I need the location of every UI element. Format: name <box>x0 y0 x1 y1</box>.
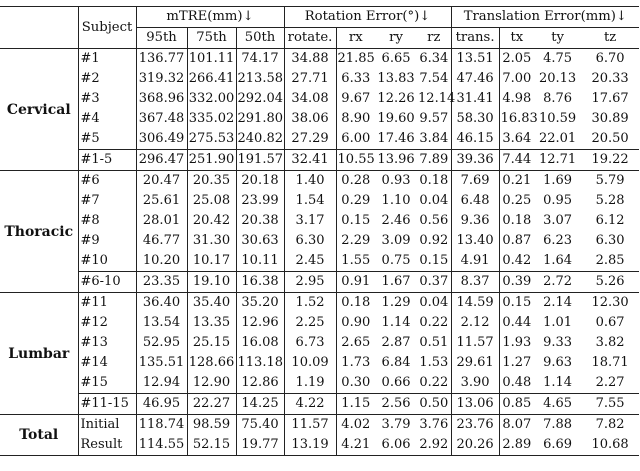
cell-subject: #9 <box>78 231 136 251</box>
cell-ty: 1.14 <box>543 375 573 390</box>
cell-rx: 0.29 <box>336 191 375 211</box>
table-row <box>0 211 639 231</box>
table-row <box>0 293 639 314</box>
cell-mtre-75th: 52.15 <box>187 435 236 456</box>
cell-subject: #10 <box>78 251 136 272</box>
cell-tz: 12.30 <box>591 295 629 310</box>
group-label: Lumbar <box>0 293 78 415</box>
cell-ry: 6.06 <box>375 435 417 456</box>
cell-mtre-75th: 98.59 <box>187 415 236 436</box>
cell-tx: 1.93 <box>499 333 534 353</box>
header-rotation-error: Rotation Error(°)↓ <box>284 7 451 28</box>
cell-subject: #1 <box>78 49 136 70</box>
summary-row <box>0 150 639 171</box>
cell-ry: 2.46 <box>381 213 411 228</box>
cell-mtre-75th: 20.35 <box>187 171 236 192</box>
cell-rx: 21.85 <box>336 49 375 70</box>
cell-tx: 2.89 <box>499 435 534 456</box>
cell-tz: 3.82 <box>595 335 625 350</box>
cell-mtre-95th: 46.95 <box>136 394 187 415</box>
header-sub-tx: tx <box>499 28 534 49</box>
cell-ty: 20.13 <box>538 71 577 86</box>
cell-tx: 0.87 <box>499 231 534 251</box>
cell-ty: 9.33 <box>543 335 573 350</box>
cell-tz: 6.30 <box>595 233 625 248</box>
cell-rx: 0.91 <box>336 272 375 293</box>
cell-rz: 7.89 <box>417 150 451 171</box>
cell-rz: 0.92 <box>419 233 449 248</box>
cell-rotate: 3.17 <box>284 211 336 231</box>
cell-tx: 0.18 <box>499 211 534 231</box>
total-row <box>0 435 639 456</box>
cell-mtre-75th: 25.15 <box>187 333 236 353</box>
cell-ty: 4.75 <box>543 51 573 66</box>
cell-ty: 10.59 <box>538 111 577 126</box>
cell-mtre-50th: 20.18 <box>236 171 284 192</box>
cell-subject: #1-5 <box>78 150 136 171</box>
cell-rotate: 6.30 <box>284 231 336 251</box>
cell-ty: 6.69 <box>534 435 581 456</box>
cell-mtre-75th: 31.30 <box>187 231 236 251</box>
cell-trans: 9.36 <box>451 211 499 231</box>
cell-rotate: 10.09 <box>284 353 336 373</box>
cell-ry: 1.67 <box>375 272 417 293</box>
table-row <box>0 191 639 211</box>
cell-subject: #7 <box>78 191 136 211</box>
summary-row <box>0 272 639 293</box>
cell-mtre-95th: 114.55 <box>136 435 187 456</box>
cell-rz: 0.22 <box>419 375 449 390</box>
cell-mtre-50th: 14.25 <box>236 394 284 415</box>
cell-trans: 31.41 <box>451 89 499 109</box>
cell-rotate: 1.54 <box>284 191 336 211</box>
cell-subject: #12 <box>78 313 136 333</box>
cell-mtre-95th: 25.61 <box>136 191 187 211</box>
cell-mtre-75th: 101.11 <box>187 49 236 70</box>
cell-trans: 3.90 <box>451 373 499 394</box>
cell-tz: 5.79 <box>595 173 625 188</box>
cell-mtre-75th: 266.41 <box>187 69 236 89</box>
cell-mtre-95th: 306.49 <box>136 129 187 150</box>
cell-subject: #4 <box>78 109 136 129</box>
table-row <box>0 69 639 89</box>
cell-rotate: 2.45 <box>284 251 336 272</box>
cell-mtre-50th: 191.57 <box>236 150 284 171</box>
cell-mtre-95th: 136.77 <box>136 49 187 70</box>
cell-subject: #5 <box>78 129 136 150</box>
cell-mtre-75th: 275.53 <box>187 129 236 150</box>
cell-rx: 4.21 <box>336 435 375 456</box>
group-label: Total <box>0 415 78 456</box>
cell-rz: 1.53 <box>419 355 449 370</box>
cell-tz: 30.89 <box>591 111 629 126</box>
cell-rz: 3.76 <box>419 417 449 432</box>
cell-tz: 0.67 <box>595 315 625 330</box>
cell-tx: 0.21 <box>499 171 534 192</box>
cell-tx: 2.05 <box>499 49 534 70</box>
cell-ty: 1.64 <box>543 253 573 268</box>
cell-ry: 3.79 <box>381 417 411 432</box>
table-row <box>0 251 639 272</box>
table-row <box>0 231 639 251</box>
cell-ty: 7.88 <box>543 417 573 432</box>
cell-mtre-50th: 292.04 <box>236 89 284 109</box>
cell-mtre-50th: 23.99 <box>236 191 284 211</box>
cell-ry: 19.60 <box>377 111 415 126</box>
header-empty-cell <box>0 7 78 28</box>
cell-rotate: 11.57 <box>284 415 336 436</box>
cell-ry: 0.93 <box>381 173 411 188</box>
cell-rx: 0.28 <box>336 171 375 192</box>
cell-mtre-50th: 113.18 <box>236 353 284 373</box>
cell-ty: 22.01 <box>538 131 577 146</box>
cell-rotate: 13.19 <box>284 435 336 456</box>
cell-ry: 17.46 <box>377 131 415 146</box>
total-row <box>0 415 639 436</box>
cell-subject: #2 <box>78 69 136 89</box>
cell-mtre-75th: 20.42 <box>187 211 236 231</box>
cell-tz: 10.68 <box>581 435 639 456</box>
cell-rz: 9.57 <box>419 111 449 126</box>
cell-tx: 1.27 <box>499 353 534 373</box>
header-sub-75th: 75th <box>187 28 236 49</box>
cell-mtre-95th: 135.51 <box>136 353 187 373</box>
cell-subject: #14 <box>78 353 136 373</box>
cell-trans: 13.51 <box>451 49 499 70</box>
cell-subject: #6-10 <box>78 272 136 293</box>
cell-subject: #13 <box>78 333 136 353</box>
cell-ry: 0.66 <box>381 375 411 390</box>
cell-trans: 47.46 <box>451 69 499 89</box>
header-sub-50th: 50th <box>236 28 284 49</box>
cell-mtre-50th: 12.86 <box>236 373 284 394</box>
cell-rx: 0.15 <box>336 211 375 231</box>
cell-rz: 0.18 <box>419 173 449 188</box>
cell-rz: 0.50 <box>417 394 451 415</box>
cell-ry: 6.65 <box>381 51 411 66</box>
cell-rotate: 27.71 <box>284 69 336 89</box>
cell-tz: 6.12 <box>595 213 625 228</box>
header-translation-error: Translation Error(mm)↓ <box>451 7 639 28</box>
cell-tz: 20.33 <box>591 71 629 86</box>
cell-mtre-95th: 36.40 <box>136 293 187 314</box>
cell-ry: 0.75 <box>381 253 411 268</box>
cell-ry: 2.56 <box>375 394 417 415</box>
cell-mtre-95th: 118.74 <box>136 415 187 436</box>
cell-mtre-50th: 16.08 <box>236 333 284 353</box>
cell-rx: 1.73 <box>336 353 375 373</box>
cell-mtre-50th: 213.58 <box>236 69 284 89</box>
table-body <box>0 49 639 456</box>
cell-mtre-75th: 12.90 <box>187 373 236 394</box>
cell-rx: 0.90 <box>336 313 375 333</box>
cell-mtre-75th: 10.17 <box>187 251 236 272</box>
cell-rz: 0.56 <box>419 213 449 228</box>
cell-ty: 1.69 <box>543 173 573 188</box>
cell-rotate: 38.06 <box>284 109 336 129</box>
cell-ty: 2.14 <box>543 295 573 310</box>
cell-mtre-75th: 22.27 <box>187 394 236 415</box>
cell-rx: 0.30 <box>336 373 375 394</box>
cell-subject: Result <box>78 435 136 456</box>
cell-trans: 7.69 <box>451 171 499 192</box>
cell-tx: 0.85 <box>499 394 534 415</box>
cell-tz: 19.22 <box>581 150 639 171</box>
cell-trans: 20.26 <box>451 435 499 456</box>
cell-rx: 6.00 <box>336 129 375 150</box>
cell-mtre-95th: 28.01 <box>136 211 187 231</box>
cell-mtre-75th: 335.02 <box>187 109 236 129</box>
cell-subject: #6 <box>78 171 136 192</box>
table-row <box>0 171 639 192</box>
cell-tx: 0.48 <box>499 373 534 394</box>
table-row <box>0 49 639 70</box>
table-row <box>0 373 639 394</box>
cell-mtre-95th: 368.96 <box>136 89 187 109</box>
results-table <box>0 6 639 456</box>
cell-rz: 6.34 <box>419 51 449 66</box>
header-subject: Subject <box>78 7 136 49</box>
cell-mtre-95th: 12.94 <box>136 373 187 394</box>
cell-mtre-95th: 52.95 <box>136 333 187 353</box>
cell-rotate: 34.08 <box>284 89 336 109</box>
cell-tz: 18.71 <box>591 355 629 370</box>
group-label: Cervical <box>0 49 78 171</box>
cell-mtre-95th: 319.32 <box>136 69 187 89</box>
cell-ry: 1.29 <box>381 295 411 310</box>
cell-mtre-95th: 23.35 <box>136 272 187 293</box>
cell-rx: 9.67 <box>336 89 375 109</box>
cell-rx: 0.18 <box>336 293 375 314</box>
table-row <box>0 333 639 353</box>
cell-tz: 7.82 <box>595 417 625 432</box>
cell-tx: 0.42 <box>499 251 534 272</box>
cell-tz: 7.55 <box>581 394 639 415</box>
cell-tx: 7.00 <box>499 69 534 89</box>
cell-rx: 4.02 <box>336 415 375 436</box>
cell-mtre-50th: 30.63 <box>236 231 284 251</box>
header-mtre: mTRE(mm)↓ <box>136 7 284 28</box>
cell-tx: 0.25 <box>499 191 534 211</box>
cell-tx: 16.83 <box>499 109 534 129</box>
cell-ty: 2.72 <box>534 272 581 293</box>
cell-mtre-50th: 75.40 <box>236 415 284 436</box>
cell-mtre-95th: 296.47 <box>136 150 187 171</box>
cell-subject: #11 <box>78 293 136 314</box>
cell-subject: #11-15 <box>78 394 136 415</box>
cell-tx: 0.44 <box>499 313 534 333</box>
cell-tx: 8.07 <box>499 415 534 436</box>
header-sub-ty: ty <box>534 28 581 49</box>
table-row <box>0 313 639 333</box>
cell-ry: 2.87 <box>381 335 411 350</box>
table-row <box>0 109 639 129</box>
cell-rx: 1.55 <box>336 251 375 272</box>
results-table-container <box>0 6 640 456</box>
cell-mtre-50th: 35.20 <box>236 293 284 314</box>
cell-mtre-75th: 25.08 <box>187 191 236 211</box>
cell-rx: 2.29 <box>336 231 375 251</box>
cell-rotate: 34.88 <box>284 49 336 70</box>
cell-rotate: 1.40 <box>284 171 336 192</box>
cell-rotate: 27.29 <box>284 129 336 150</box>
cell-mtre-75th: 13.35 <box>187 313 236 333</box>
cell-mtre-50th: 12.96 <box>236 313 284 333</box>
cell-rotate: 2.25 <box>284 313 336 333</box>
cell-trans: 29.61 <box>451 353 499 373</box>
cell-rz: 0.37 <box>417 272 451 293</box>
cell-tz: 5.26 <box>581 272 639 293</box>
cell-trans: 46.15 <box>451 129 499 150</box>
cell-tz: 6.70 <box>595 51 625 66</box>
cell-rx: 6.33 <box>336 69 375 89</box>
cell-trans: 13.06 <box>451 394 499 415</box>
cell-rz: 12.14 <box>418 91 456 106</box>
cell-mtre-75th: 332.00 <box>187 89 236 109</box>
cell-trans: 13.40 <box>451 231 499 251</box>
cell-mtre-50th: 291.80 <box>236 109 284 129</box>
cell-subject: #8 <box>78 211 136 231</box>
cell-mtre-50th: 240.82 <box>236 129 284 150</box>
cell-rz: 0.04 <box>419 193 449 208</box>
cell-tz: 20.50 <box>591 131 629 146</box>
cell-mtre-50th: 20.38 <box>236 211 284 231</box>
cell-rz: 0.15 <box>419 253 449 268</box>
header-sub-ry: ry <box>375 28 417 49</box>
table-row <box>0 353 639 373</box>
cell-mtre-50th: 19.77 <box>236 435 284 456</box>
cell-trans: 14.59 <box>451 293 499 314</box>
cell-tx: 7.44 <box>499 150 534 171</box>
cell-mtre-95th: 13.54 <box>136 313 187 333</box>
cell-rotate: 32.41 <box>284 150 336 171</box>
summary-row <box>0 394 639 415</box>
cell-tz: 2.27 <box>595 375 625 390</box>
cell-rx: 1.15 <box>336 394 375 415</box>
cell-subject: Initial <box>78 415 136 436</box>
cell-ty: 0.95 <box>543 193 573 208</box>
cell-mtre-50th: 10.11 <box>236 251 284 272</box>
table-row <box>0 129 639 150</box>
cell-mtre-95th: 367.48 <box>136 109 187 129</box>
cell-rz: 0.04 <box>419 295 449 310</box>
cell-ty: 9.63 <box>543 355 573 370</box>
cell-tx: 0.15 <box>499 293 534 314</box>
group-label: Thoracic <box>0 171 78 293</box>
cell-trans: 2.12 <box>451 313 499 333</box>
cell-rz: 2.92 <box>417 435 451 456</box>
cell-mtre-75th: 35.40 <box>187 293 236 314</box>
cell-mtre-50th: 16.38 <box>236 272 284 293</box>
header-sub-rz: rz <box>417 28 451 49</box>
cell-trans: 8.37 <box>451 272 499 293</box>
cell-ty: 12.71 <box>534 150 581 171</box>
cell-mtre-95th: 10.20 <box>136 251 187 272</box>
header-sub-rx: rx <box>336 28 375 49</box>
cell-ty: 8.76 <box>543 91 573 106</box>
cell-ty: 6.23 <box>543 233 573 248</box>
cell-subject: #3 <box>78 89 136 109</box>
cell-rz: 0.51 <box>419 335 449 350</box>
cell-trans: 23.76 <box>451 415 499 436</box>
cell-tx: 3.64 <box>499 129 534 150</box>
cell-mtre-95th: 20.47 <box>136 171 187 192</box>
header-sub-trans: trans. <box>451 28 499 49</box>
cell-ty: 1.01 <box>543 315 573 330</box>
cell-rz: 7.54 <box>419 71 449 86</box>
cell-ry: 3.09 <box>381 233 411 248</box>
cell-ry: 12.26 <box>377 91 415 106</box>
cell-rz: 0.22 <box>419 315 449 330</box>
cell-rx: 2.65 <box>336 333 375 353</box>
cell-rotate: 6.73 <box>284 333 336 353</box>
cell-mtre-75th: 128.66 <box>187 353 236 373</box>
cell-ry: 13.83 <box>377 71 415 86</box>
cell-ry: 1.14 <box>381 315 411 330</box>
header-row-1 <box>0 7 639 28</box>
cell-rotate: 1.52 <box>284 293 336 314</box>
cell-mtre-75th: 251.90 <box>187 150 236 171</box>
header-sub-rotate: rotate. <box>284 28 336 49</box>
cell-trans: 11.57 <box>451 333 499 353</box>
cell-rotate: 2.95 <box>284 272 336 293</box>
cell-rotate: 1.19 <box>284 373 336 394</box>
cell-tx: 4.98 <box>499 89 534 109</box>
cell-tz: 17.67 <box>591 91 629 106</box>
cell-tz: 5.28 <box>595 193 625 208</box>
cell-ry: 1.10 <box>381 193 411 208</box>
cell-rx: 10.55 <box>336 150 375 171</box>
header-sub-95th: 95th <box>136 28 187 49</box>
cell-tz: 2.85 <box>595 253 625 268</box>
header-empty-cell <box>0 28 78 49</box>
cell-ty: 4.65 <box>534 394 581 415</box>
cell-ry: 6.84 <box>381 355 411 370</box>
cell-trans: 6.48 <box>451 191 499 211</box>
cell-ry: 13.96 <box>375 150 417 171</box>
cell-trans: 39.36 <box>451 150 499 171</box>
cell-mtre-95th: 46.77 <box>136 231 187 251</box>
cell-mtre-50th: 74.17 <box>236 49 284 70</box>
cell-trans: 4.91 <box>451 251 499 272</box>
cell-rotate: 4.22 <box>284 394 336 415</box>
cell-mtre-75th: 19.10 <box>187 272 236 293</box>
cell-rx: 8.90 <box>336 109 375 129</box>
header-sub-tz: tz <box>581 28 639 49</box>
cell-tx: 0.39 <box>499 272 534 293</box>
cell-rz: 3.84 <box>419 131 449 146</box>
cell-ty: 3.07 <box>543 213 573 228</box>
table-row <box>0 89 639 109</box>
cell-trans: 58.30 <box>451 109 499 129</box>
cell-subject: #15 <box>78 373 136 394</box>
